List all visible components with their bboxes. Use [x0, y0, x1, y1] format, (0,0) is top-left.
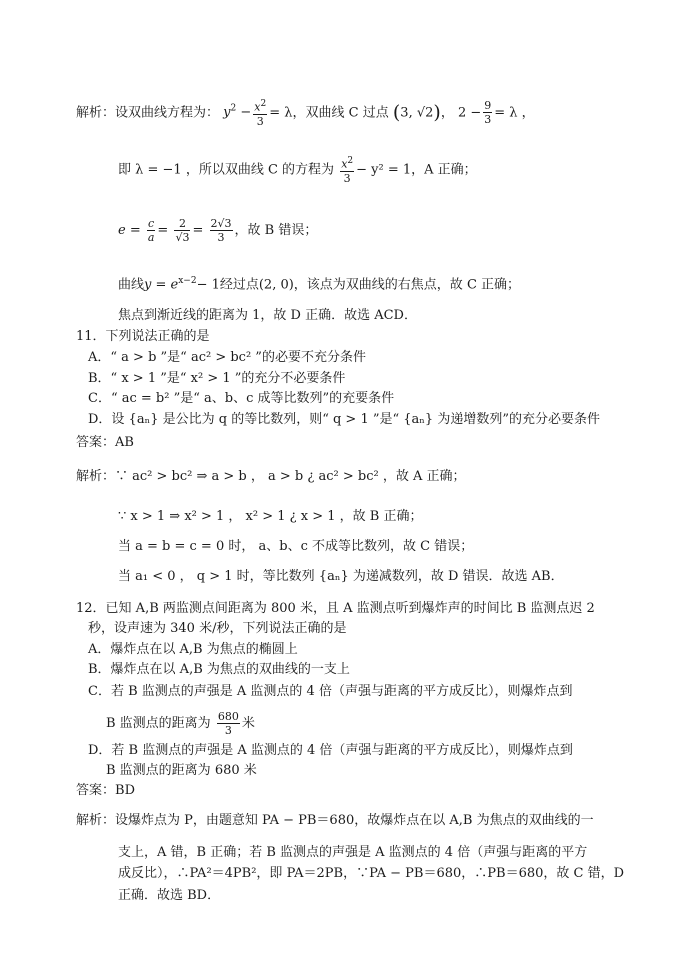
- q10-eq-tail: = λ: [269, 105, 293, 121]
- q12-option-c-line2: B 监测点的距离为 $\frac{680}{3}$ 米: [106, 710, 255, 737]
- q12-option-a: A．爆炸点在以 A,B 为焦点的椭圆上: [88, 642, 298, 657]
- q12-answer: 答案：BD: [76, 783, 135, 798]
- q12-answer-value: BD: [115, 783, 135, 798]
- q12-option-d-line2: B 监测点的距离为 680 米: [106, 763, 257, 778]
- q11-stem: 11．下列说法正确的是: [76, 329, 210, 344]
- q11-analysis-line3: 当 a = b = c = 0 时， a、b、c 不成等比数列，故 C 错误；: [118, 539, 474, 554]
- q11-answer-value: AB: [115, 435, 134, 450]
- q10-equation: $y^2$ − $\frac{x^2}{3}$: [223, 99, 267, 128]
- q11-analysis-line4: 当 a₁ < 0 ， q > 1 时，等比数列 {aₙ} 为递减数列，故 D 错误．故选 AB．: [118, 569, 564, 584]
- q12-stem-line1: 12．已知 A,B 两监测点间距离为 800 米，且 A 监测点听到爆炸声的时间比 B 监测点迟 2: [76, 601, 595, 616]
- q12-analysis-line4: 正确．故选 BD．: [118, 888, 221, 903]
- q10-point: 3, √2: [400, 105, 434, 121]
- q11-option-b: B．“ x > 1 ”是“ x² > 1 ”的充分不必要条件: [88, 371, 346, 386]
- q10-analysis-line5: 焦点到渐近线的距离为 1，故 D 正确．故选 ACD．: [118, 308, 417, 323]
- q10-analysis-line3: e = $\frac{c}{a}$ = $\frac{2}{√3}$ = $\frac{2√3}{3}$ ，故 B 错误；: [118, 217, 318, 244]
- q12-option-c-line1: C．若 B 监测点的声强是 A 监测点的 4 倍（声强与距离的平方成反比），则爆炸点到: [88, 684, 573, 699]
- q11-option-a: A．“ a > b ”是“ ac² > bc² ”的必要不充分条件: [88, 350, 366, 365]
- q12-analysis-line1: 解析：设爆炸点为 P，由题意知 PA − PB＝680，故爆炸点在以 A,B 为焦点的双曲线的一: [76, 813, 594, 828]
- q11-option-c: C．“ ac = b² ”是“ a、b、c 成等比数列”的充要条件: [88, 391, 395, 406]
- q11-option-d: D．设 {aₙ} 是公比为 q 的等比数列，则“ q > 1 ”是“ {aₙ} 为递增数列”的充分必要条件: [88, 412, 600, 427]
- q10-x2-over-3: $\frac{x^2}{3}$: [341, 156, 354, 185]
- q12-option-b: B．爆炸点在以 A,B 为焦点的双曲线的一支上: [88, 662, 350, 677]
- q10-text: 设双曲线方程为：: [115, 105, 220, 121]
- q10-analysis-line1: 解析：设双曲线方程为： $y^2$ − $\frac{x^2}{3}$ = λ，双曲线 C 过点 (3, √2)， 2 − $\frac{9}{3}$ = λ ，: [76, 99, 535, 128]
- q12-fraction-680-3: $\frac{680}{3}$: [217, 710, 239, 737]
- q12-analysis-line2: 支上，A 错，B 正确；若 B 监测点的声强是 A 监测点的 4 倍（声强与距离的平方: [118, 845, 588, 860]
- analysis-label: 解析：: [76, 105, 116, 121]
- q10-analysis-line4: 曲线$y = e^{x-2}- 1$经过点(2, 0)，该点为双曲线的右焦点，故 C 正确；: [118, 276, 521, 293]
- q12-stem-line2: 秒，设声速为 340 米/秒，下列说法正确的是: [88, 621, 347, 636]
- q11-analysis-line2: ∵ x > 1 ⇒ x² > 1 ， x² > 1 ¿ x > 1 ，故 B 正确；: [118, 509, 423, 524]
- q12-option-d-line1: D．若 B 监测点的声强是 A 监测点的 4 倍（声强与距离的平方成反比），则爆炸点到: [88, 743, 573, 758]
- q10-analysis-line2: 即 λ = −1 ，所以双曲线 C 的方程为 $\frac{x^2}{3}$ − y² = 1，A 正确；: [118, 156, 477, 185]
- q10-eq2-pre: 2 −: [457, 105, 482, 121]
- q11-analysis-line1: 解析：∵ ac² > bc² ⇒ a > b ， a > b ¿ ac² > bc² ，故 A 正确；: [76, 469, 466, 484]
- q12-analysis-line3: 成反比），∴PA²＝4PB²，即 PA＝2PB，∵PA − PB＝680，∴PB＝680，故 C 错，D: [118, 866, 625, 881]
- q10-text: ，双曲线 C 过点: [292, 105, 389, 121]
- q10-eq2-tail: = λ ，: [494, 105, 535, 121]
- q11-answer: 答案：AB: [76, 435, 134, 450]
